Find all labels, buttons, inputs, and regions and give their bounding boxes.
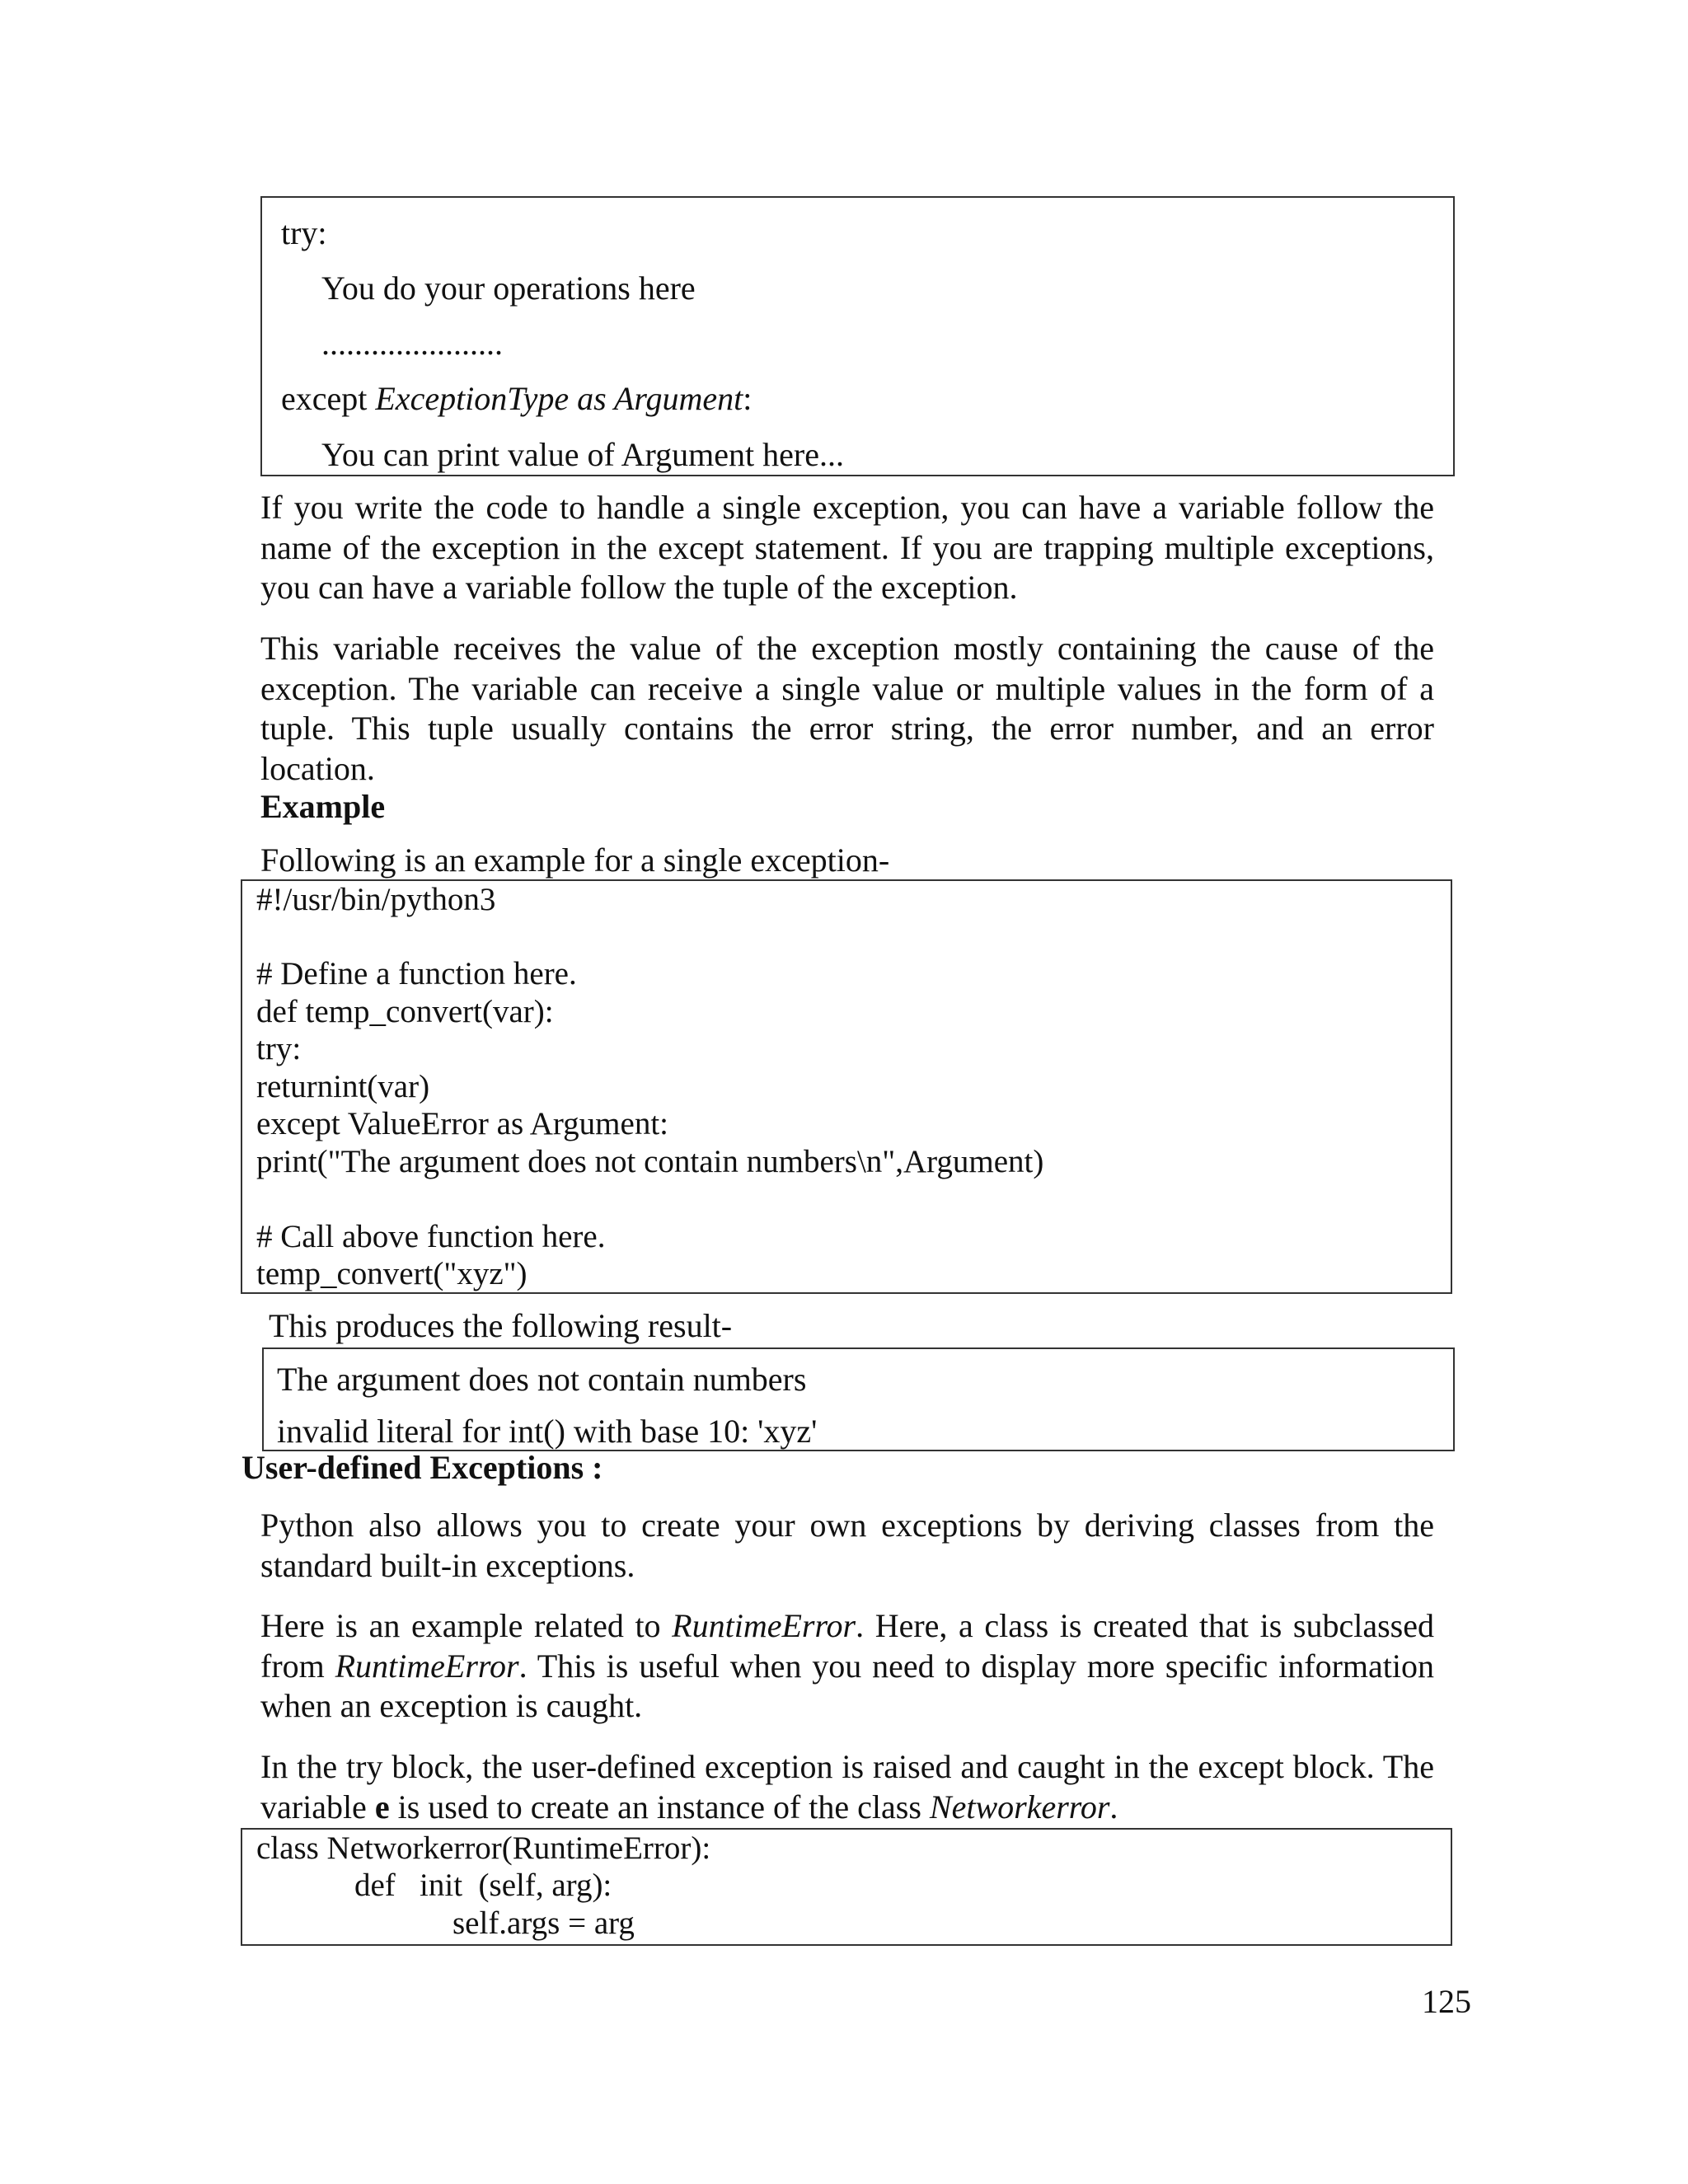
code-line: returnint(var) — [256, 1069, 430, 1104]
code-line: def temp_convert(var): — [256, 994, 554, 1029]
result-intro: This produces the following result- — [269, 1307, 733, 1344]
code-line: try: — [256, 1031, 302, 1066]
code-line: def init (self, arg): — [354, 1868, 612, 1903]
paragraph: Python also allows you to create your own exceptions by deriving classes from the standard built-in exceptions. — [260, 1507, 1434, 1584]
example-intro: Following is an example for a single exception- — [260, 841, 890, 879]
result-line: invalid literal for int() with base 10: 'xyz' — [277, 1413, 818, 1450]
paragraph: This variable receives the value of the exception mostly containing the cause of the exception. The variable can receive a single value or multiple values in the form of a tuple. This tuple usually contains the error string, the error number, and an error location. — [260, 630, 1434, 787]
code-line: temp_convert("xyz") — [256, 1256, 528, 1291]
result-line: The argument does not contain numbers — [277, 1361, 807, 1398]
code-line: print("The argument does not contain numbers\n",Argument) — [256, 1144, 1044, 1179]
syntax-line: You can print value of Argument here... — [321, 436, 844, 473]
code-line: self.args = arg — [452, 1905, 635, 1941]
syntax-line: except ExceptionType as Argument: — [281, 380, 753, 417]
code-line: except ValueError as Argument: — [256, 1106, 668, 1141]
section-heading: User-defined Exceptions : — [241, 1449, 603, 1486]
code-line: #!/usr/bin/python3 — [256, 882, 496, 917]
example-heading: Example — [260, 788, 386, 825]
syntax-line: try: — [281, 214, 327, 251]
page-number: 125 — [1422, 1983, 1471, 2020]
code-line: # Call above function here. — [256, 1219, 606, 1254]
code-line: class Networkerror(RuntimeError): — [256, 1830, 711, 1866]
paragraph: Here is an example related to RuntimeError. Here, a class is created that is subclassed from RuntimeError. This is useful when you need to display more specific information when an exception is caught. — [260, 1607, 1434, 1724]
syntax-line: ...................... — [321, 325, 503, 362]
paragraph: If you write the code to handle a single exception, you can have a variable follow the name of the exception in the except statement. If you are trapping multiple exceptions, you can have a variable follow the tuple of the exception. — [260, 489, 1434, 606]
paragraph: In the try block, the user-defined exception is raised and caught in the except block. The variable e is used to create an instance of the class Networkerror. — [260, 1748, 1434, 1825]
code-line: # Define a function here. — [256, 956, 577, 991]
syntax-line: You do your operations here — [321, 269, 696, 307]
